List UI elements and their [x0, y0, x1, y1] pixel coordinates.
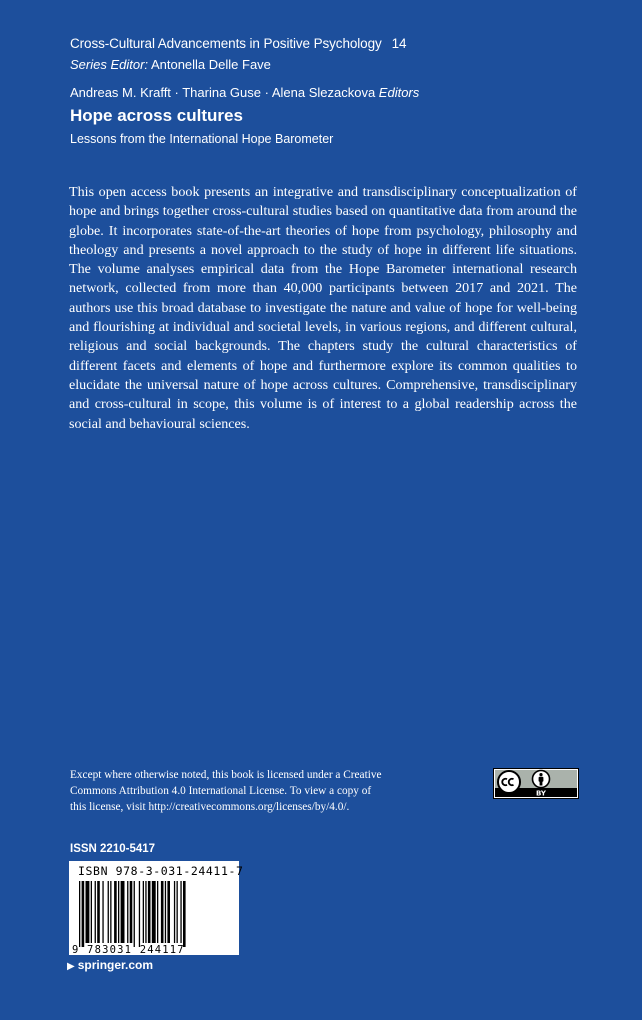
- barcode-bar: [82, 881, 85, 947]
- barcode-bar: [95, 881, 96, 943]
- cc-by-badge[interactable]: [493, 768, 579, 799]
- cc-icon: [498, 771, 520, 793]
- barcode-bar: [91, 881, 92, 943]
- book-description: This open access book presents an integrative and transdisciplinary conceptualization of hope and brings together cross-cultural studies based on quantitative data from around the globe. It incorporates state-of-the-art theories of hope from psychology, philosophy and theology and presents a novel approach to the study of hope in different life situations. The volume analyses empirical data from the Hope Barometer international research network, collected from more than 40,000 participants between 2017 and 2021. The authors use this broad database to investigate the nature and value of hope for well-being and flourishing at individual and societal levels, in various regions, and different cultural, religious and social backgrounds. The chapters study the cultural characteristics of different facets and elements of hope and furthermore explore its common qualities to elucidate the universal nature of hope across cultures. Comprehensive, transdisciplinary and cross-cultural in scope, this volume is of interest to a global readership across the social and behavioural sciences.: [69, 184, 577, 432]
- license-notice: Except where otherwise noted, this book is licensed under a Creative Commons Attribution 4.0 International License. To view a copy of this license, visit http://creativecommons.org/licenses/by/4.0/.: [70, 769, 382, 813]
- attribution-person-icon: [533, 771, 550, 788]
- issn: ISSN 2210-5417: [70, 843, 156, 855]
- barcode-bar: [102, 881, 103, 943]
- barcode-bar: [174, 881, 175, 943]
- barcode-bar: [114, 881, 117, 943]
- barcode-bar: [121, 881, 125, 943]
- barcode-bar: [167, 881, 170, 943]
- barcode-bar: [143, 881, 144, 943]
- series-editor-label: Series Editor:: [70, 57, 149, 72]
- barcode-bar: [180, 881, 181, 943]
- series-number: 14: [391, 36, 407, 51]
- barcode-bar: [79, 881, 80, 947]
- series-name: Cross-Cultural Advancements in Positive Psychology: [70, 36, 382, 51]
- triangle-right-icon: ▶: [67, 961, 75, 972]
- book-title: Hope across cultures: [70, 106, 243, 125]
- publisher-link[interactable]: [67, 958, 153, 972]
- series-title-line: [70, 36, 406, 51]
- isbn-label: ISBN 978-3-031-24411-7: [78, 864, 244, 878]
- barcode-bar: [110, 881, 111, 943]
- barcode-bar: [86, 881, 90, 943]
- barcode-bar: [127, 881, 128, 943]
- cc-by-label: BY: [535, 789, 547, 798]
- barcode-digits: 9 783031 244117: [72, 944, 185, 956]
- series-editor-line: [70, 57, 271, 72]
- barcode-bar: [177, 881, 178, 943]
- authors-line: [70, 85, 419, 100]
- barcode-bar: [118, 881, 119, 943]
- barcode-bar: [152, 881, 156, 943]
- barcode-bar: [165, 881, 166, 943]
- barcode-bar: [139, 881, 140, 947]
- barcode-bar: [97, 881, 100, 943]
- barcode-bar: [134, 881, 135, 947]
- publisher-site: springer.com: [77, 958, 154, 972]
- barcode-bar: [145, 881, 146, 943]
- barcode-bar: [148, 881, 151, 943]
- barcode-bar: [183, 881, 186, 947]
- barcode-bar: [161, 881, 164, 943]
- barcode-bar: [108, 881, 109, 943]
- authors: Andreas M. Krafft · Tharina Guse · Alena Slezackova: [70, 85, 376, 100]
- barcode-bar: [130, 881, 133, 943]
- barcode-bar: [157, 881, 158, 943]
- book-subtitle: Lessons from the International Hope Barometer: [70, 132, 334, 146]
- authors-role: Editors: [378, 85, 420, 100]
- series-editor-name: Antonella Delle Fave: [150, 57, 271, 72]
